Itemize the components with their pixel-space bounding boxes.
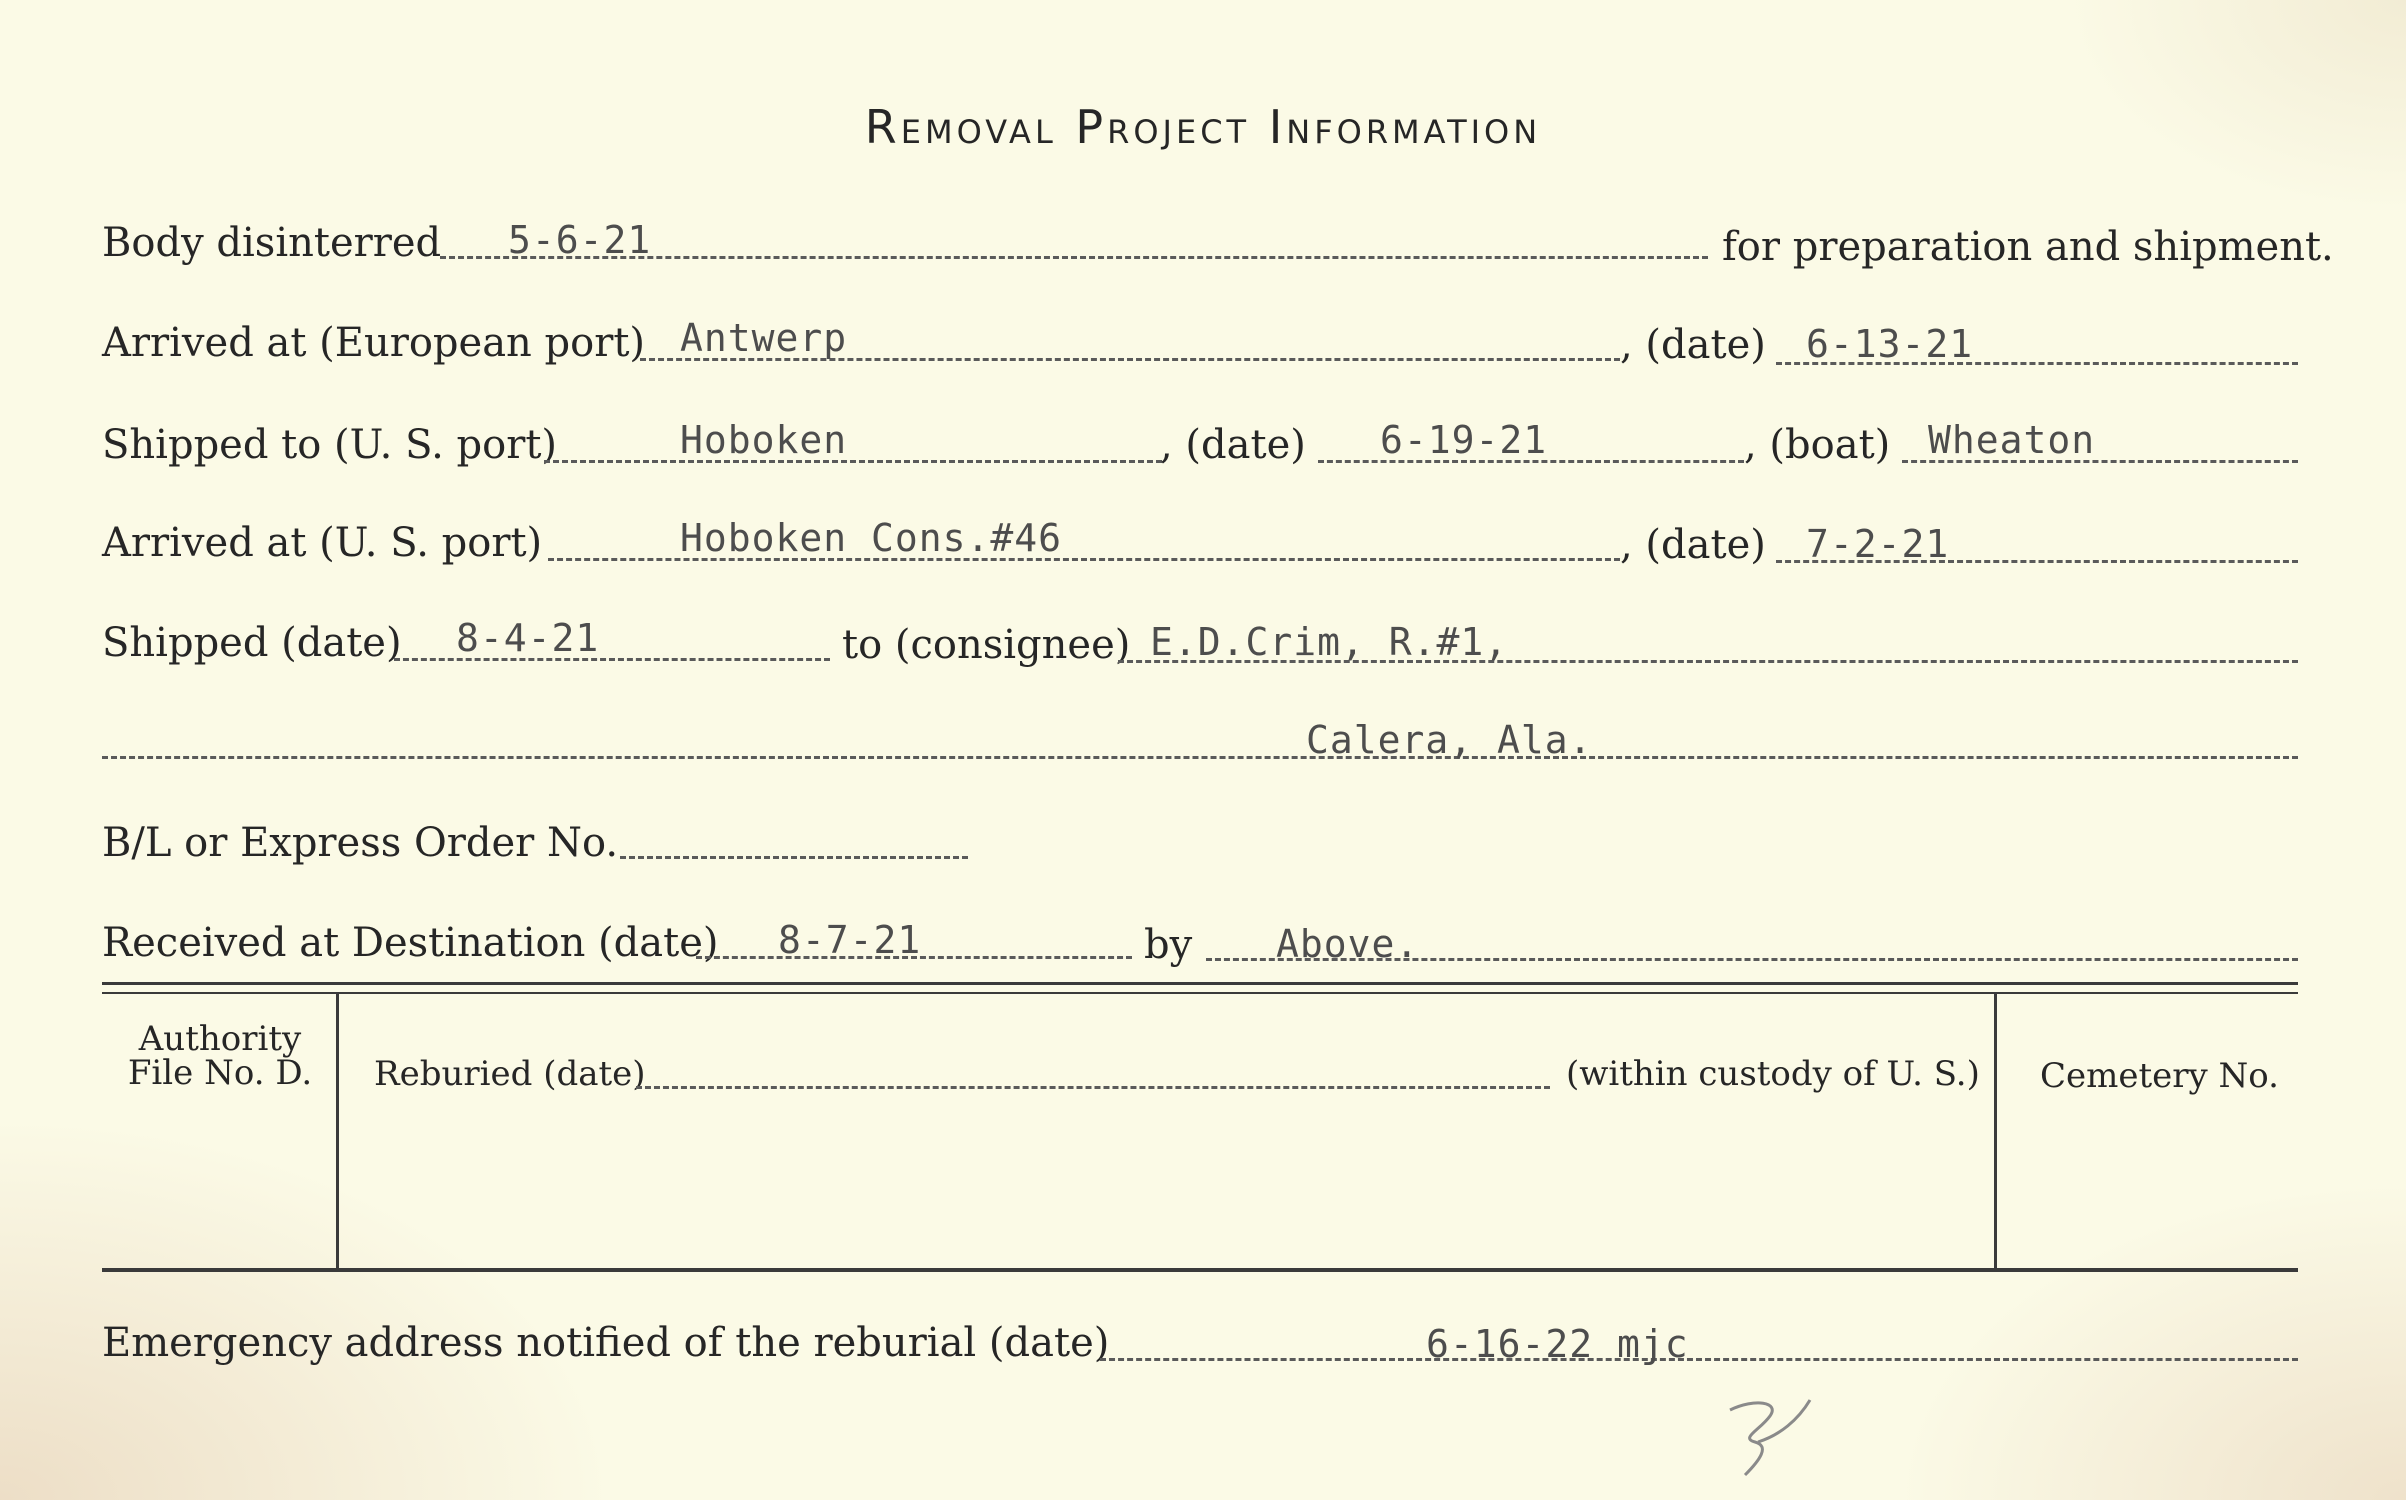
authority-line-2: File No. D.	[127, 1053, 313, 1093]
consignee-label: to (consignee)	[842, 622, 1131, 668]
shipped-label: Shipped (date)	[102, 620, 402, 666]
box-divider-right	[1994, 994, 1997, 1268]
euro-port-value: Antwerp	[680, 316, 848, 360]
arrived-date-label: , (date)	[1620, 522, 1766, 568]
shipped-date: 8-4-21	[456, 616, 600, 660]
euro-date-value: 6-13-21	[1806, 322, 1974, 366]
us-port-value: Hoboken	[680, 418, 848, 462]
box-top-rule	[102, 982, 2298, 985]
received-by-label: by	[1144, 922, 1193, 968]
cemetery-label: Cemetery No.	[2040, 1056, 2279, 1096]
received-by-value: Above.	[1276, 922, 1420, 966]
handwritten-initial	[1700, 1380, 1820, 1490]
bl-line	[620, 856, 968, 859]
received-label: Received at Destination (date)	[102, 920, 719, 966]
consignee-value: E.D.Crim, R.#1,	[1150, 620, 1509, 664]
consignee-value-2: Calera, Ala.	[1306, 718, 1593, 762]
authority-label	[110, 1019, 330, 1093]
us-date-label: , (date)	[1160, 422, 1306, 468]
disinterred-suffix: for preparation and shipment.	[1722, 224, 2334, 270]
disinterred-label: Body disinterred	[102, 220, 442, 266]
euro-port-label: Arrived at (European port)	[102, 320, 646, 366]
arrived-us-label: Arrived at (U. S. port)	[102, 520, 543, 566]
boat-value: Wheaton	[1928, 418, 2096, 462]
reburied-label: Reburied (date)	[374, 1054, 646, 1094]
euro-date-label: , (date)	[1620, 322, 1766, 368]
box-divider-left	[336, 994, 339, 1268]
emergency-label: Emergency address notified of the reburial (date)	[102, 1320, 1110, 1366]
received-date: 8-7-21	[778, 918, 922, 962]
page-title: Removal Project Information	[864, 100, 1542, 154]
box-top-rule-2	[102, 992, 2298, 994]
bl-label: B/L or Express Order No.	[102, 820, 619, 866]
boat-label: , (boat)	[1744, 422, 1891, 468]
arrived-date-value: 7-2-21	[1806, 522, 1950, 566]
reburied-line	[636, 1086, 1550, 1089]
us-port-label: Shipped to (U. S. port)	[102, 422, 557, 468]
us-date-value: 6-19-21	[1380, 418, 1548, 462]
box-bottom-rule	[102, 1268, 2298, 1272]
emergency-line	[1100, 1358, 2298, 1361]
us-port-line	[544, 460, 1162, 463]
arrived-us-value: Hoboken Cons.#46	[680, 516, 1063, 560]
custody-label: (within custody of U. S.)	[1566, 1054, 1980, 1094]
authority-line-1: Authority	[138, 1019, 302, 1059]
consignee-line-2	[102, 756, 2298, 759]
emergency-value: 6-16-22 mjc	[1426, 1322, 1689, 1366]
disinterred-date: 5-6-21	[508, 218, 652, 262]
